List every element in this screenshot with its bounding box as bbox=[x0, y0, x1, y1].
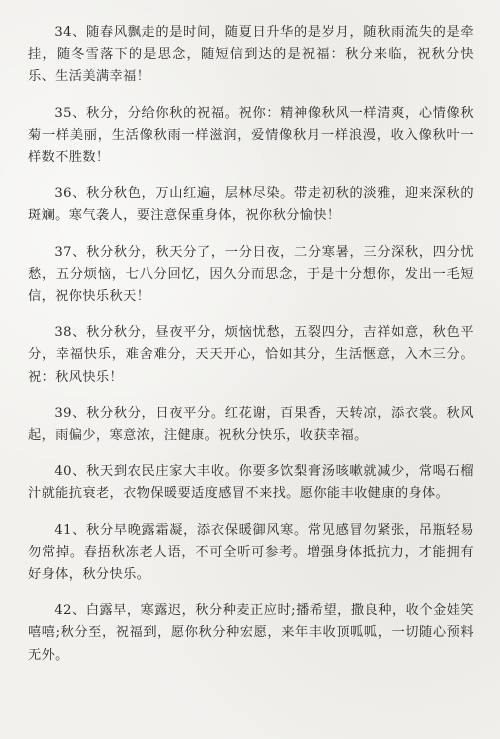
greeting-paragraph-40: 40、秋天到农民庄家大丰收。你要多饮梨膏汤咳嗽就减少，常喝石榴汁就能抗衰老，衣物保暖要适度感冒不来找。愿你能丰收健康的身体。 bbox=[28, 464, 474, 502]
greeting-paragraph-42: 42、白露早，寒露迟，秋分种麦正应时;播希望，撒良种，收个金娃笑嘻嘻;秋分至，祝福到，愿你秋分种宏愿，来年丰收顶呱呱，一切随心预料无外。 bbox=[28, 603, 474, 663]
greeting-paragraph-41: 41、秋分早晚露霜凝，添衣保暖御风寒。常见感冒勿紧张，吊瓶轻易勿常掉。春捂秋冻老人语，不可全听可参考。增强身体抵抗力，才能拥有好身体，秋分快乐。 bbox=[28, 522, 474, 583]
greeting-paragraph-35: 35、秋分，分给你秋的祝福。祝你：精神像秋风一样清爽，心情像秋菊一样美丽，生活像秋雨一样滋润，爱情像秋月一样浪漫，收入像秋叶一样数不胜数！ bbox=[28, 105, 474, 166]
greeting-paragraph-38: 38、秋分秋分，昼夜平分，烦恼忧愁，五裂四分，吉祥如意，秋色平分，幸福快乐，难舍难分，天天开心，恰如其分，生活惬意，入木三分。祝：秋风快乐！ bbox=[28, 325, 474, 385]
greeting-paragraph-37: 37、秋分秋分，秋天分了，一分日夜，二分寒暑，三分深秋，四分忧愁，五分烦恼，七八分回忆，因久分而思念，于是十分想你，发出一毛短信，祝你快乐秋天！ bbox=[28, 244, 474, 305]
greeting-paragraph-39: 39、秋分秋分，日夜平分。红花谢，百果香，天转凉，添衣裳。秋风起，雨偏少，寒意浓，注健康。祝秋分快乐，收获幸福。 bbox=[28, 405, 474, 444]
greeting-paragraph-34: 34、随春风飘走的是时间，随夏日升华的是岁月，随秋雨流失的是牵挂，随冬雪落下的是思念，随短信到达的是祝福：秋分来临，祝秋分快乐、生活美满幸福！ bbox=[28, 25, 474, 85]
greeting-paragraph-36: 36、秋分秋色，万山红遍，层林尽染。带走初秋的淡雅，迎来深秋的斑斓。寒气袭人，要注意保重身体，祝你秋分愉快！ bbox=[28, 186, 474, 224]
